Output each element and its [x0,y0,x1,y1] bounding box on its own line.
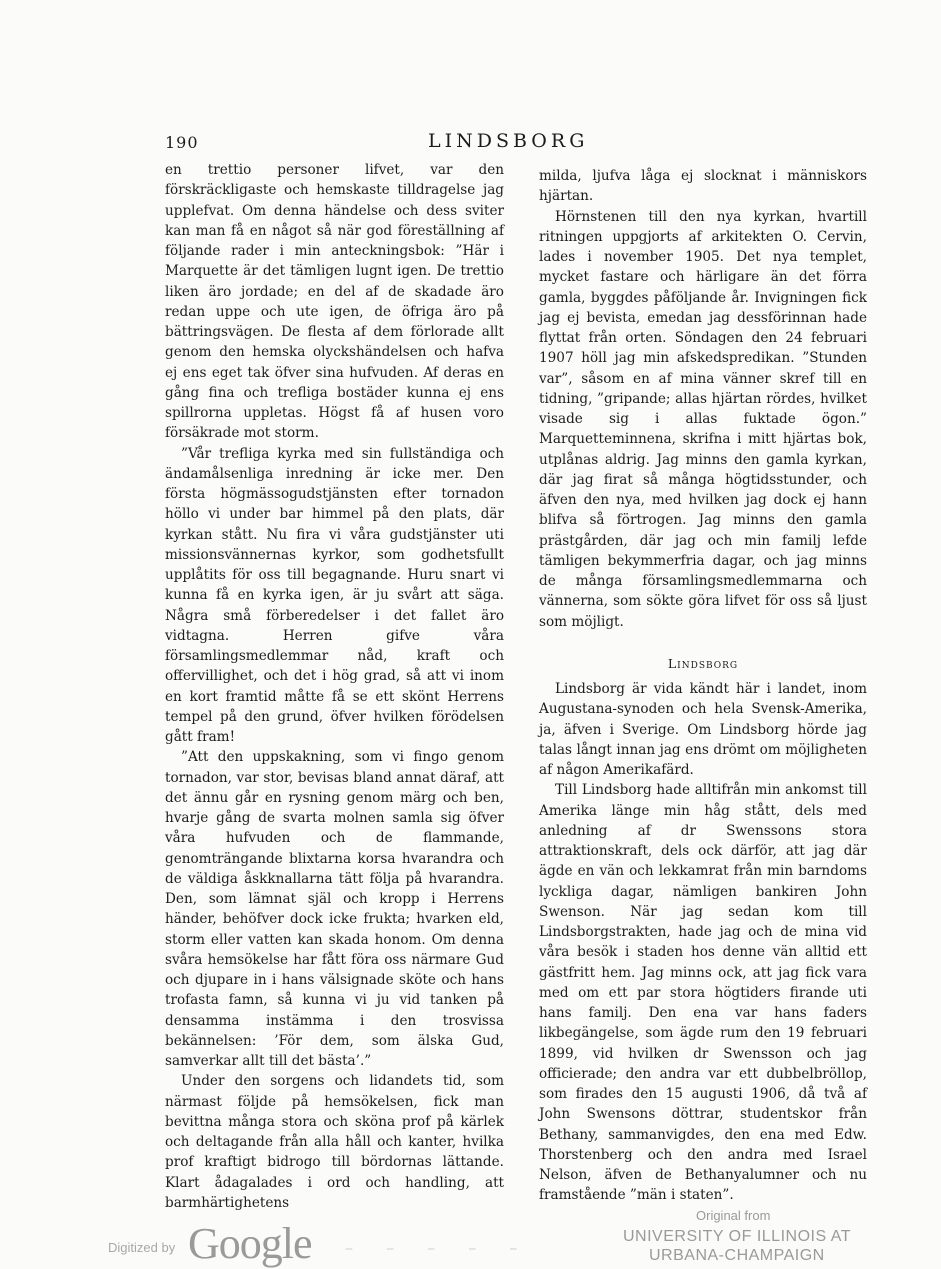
body-paragraph: Till Lindsborg hade alltifrån min ankomst till Amerika länge min håg stått, dels med anledning af dr Swenssons stora attraktionskraft, dels ock därför, att jag där ägde en vän och lekkamrat från min barndoms lyckliga dagar, nämligen bankiren John Swenson. När jag sedan kom till Lindsborgstrakten, hade jag och de mina vid våra besök i staden hos denne vän alltid ett gästfritt hem. Jag minns ock, att jag fick vara med om ett par stora högtiders firande uti hans familj. Den ena var hans faders likbegängelse, som ägde rum den 19 februari 1899, vid hvilken dr Swensson och jag officierade; den andra var ett dubbelbröllop, som firades den 15 augusti 1906, då två af John Swensons döttrar, studentskor från Bethany, sammanvigdes, den ena med Edw. Thorstenberg och den andra med Israel Nelson, äfven de Bethanyalumner och nu framstående ”män i staten”. [539,782,867,1204]
footer-dashes: – – – – – [345,1238,532,1257]
institution-line-2: URBANA-CHAMPAIGN [649,1247,825,1264]
body-paragraph: ”Att den uppskakning, som vi fingo genom tornadon, var stor, bevisas bland annat däraf, att det ännu går en rysning genom märg och ben, hvarje gång de svarta molnen samla sig öfver våra hufvuden och de flammande, genomträngande blixtarna korsa hvarandra och de väldiga åskknallarna tätt följa på hvarandra. Den, som lämnat själ och kropp i Herrens händer, behöfver dock icke frukta; hvarken eld, storm eller vatten kan skada honom. Om denna svåra hemsökelse har fått föra oss närmare Gud och djupare in i hans välsignade sköte och hans trofasta famn, så kunna vi ju vid tanken på densamma instämma i den trosvissa bekännelsen: ’För dem, som älska Gud, samverkar allt till det bästa’.” [165,749,504,1069]
original-from-label: Original from [696,1208,771,1223]
body-paragraph: ”Vår trefliga kyrka med sin fullständiga och ändamålsenliga inredning är icke mer. Den första högmässogudstjänsten efter tornadon höllo vi under bar himmel på den plats, där kyrkan stått. Nu fira vi våra gudstjänster uti missionsvännernas kyrkor, som godhetsfullt upplåtits för oss till begagnande. Huru snart vi kunna få en kyrka igen, är ju svårt att säga. Några små förberedelser i det fallet äro vidtagna. Herren gifve våra församlingsmedlemmar nåd, kraft och offervillighet, och det i hög grad, så att vi inom en kort framtid måtte få se ett skönt Herrens tempel på den grund, öfver hvilken förödelsen gått fram! [165,445,504,745]
body-paragraph: Lindsborg är vida kändt här i landet, inom Augustana-synoden och hela Svensk-Amerika, ja, äfven i Sverige. Om Lindsborg hörde jag talas långt innan jag ens drömt om möjligheten af någon Amerikafärd. [539,681,867,778]
section-heading: Lindsborg [667,655,739,671]
digitized-by-label: Digitized by [108,1240,176,1255]
body-paragraph: Under den sorgens och lidandets tid, som närmast följde på hemsökelsen, fick man bevittna många stora och sköna prof på kärlek och deltagande från alla håll och kanter, hvilka prof kraftigt bidrogo till bördornas lättande. Klart ådagalades i ord och handling, att barmhärtighetens [165,1073,504,1211]
right-column [539,166,867,1206]
institution-line-1: UNIVERSITY OF ILLINOIS AT [623,1228,851,1245]
body-paragraph: en trettio personer lifvet, var den förskräckligaste och hemskaste tilldragelse jag upplefvat. Om denna händelse och dess sviter kan man få en något så när god föreställning af följande rader i min anteckningsbok: ”Här i Marquette är det tämligen lugnt igen. De trettio liken äro jordade; en del af de skadade äro redan uppe och ute igen, de öfriga äro på bättringsvägen. De flesta af dem förlorade allt genom den hemska olyckshändelsen och hafva ej ens eget tak öfver sina hufvuden. Af deras en gång fina och trefliga bostäder kunna ej ens spillrorna uppletas. Högst få af husen voro försäkrade mot storm. [165,162,504,442]
google-logo: Google [188,1219,312,1268]
body-paragraph: Hörnstenen till den nya kyrkan, hvartill ritningen uppgjorts af arkitekten O. Cervin, lades i november 1905. Det nya templet, mycket fastare och härligare än det förra gamla, byggdes påföljande år. Invigningen fick jag ej bevista, emedan jag dessförinnan hade flyttat från orten. Söndagen den 24 februari 1907 höll jag min afskedspredikan. ”Stunden var”, såsom en af mina vänner skref till en tidning, ”gripande; allas hjärtan rördes, hvilket visade sig i allas fuktade ögon.” Marquetteminnena, skrifna i mitt hjärtas bok, utplånas aldrig. Jag minns den gamla kyrkan, där jag firat så många högtidsstunder, och äfven den nya, med hvilken jag dock ej hann blifva så förtrogen. Jag minns den gamla prästgården, där jag och min familj lefde tämligen bekymmerfria dagar, och jag minns de många församlingsmedlemmarna och vännerna, som sökte göra lifvet för oss så ljust som möjligt. [539,208,867,630]
left-column [165,160,504,1213]
page-number: 190 [165,133,199,152]
body-paragraph: milda, ljufva låga ej slocknat i människors hjärtan. [539,168,867,205]
running-head: LINDSBORG [428,130,589,152]
